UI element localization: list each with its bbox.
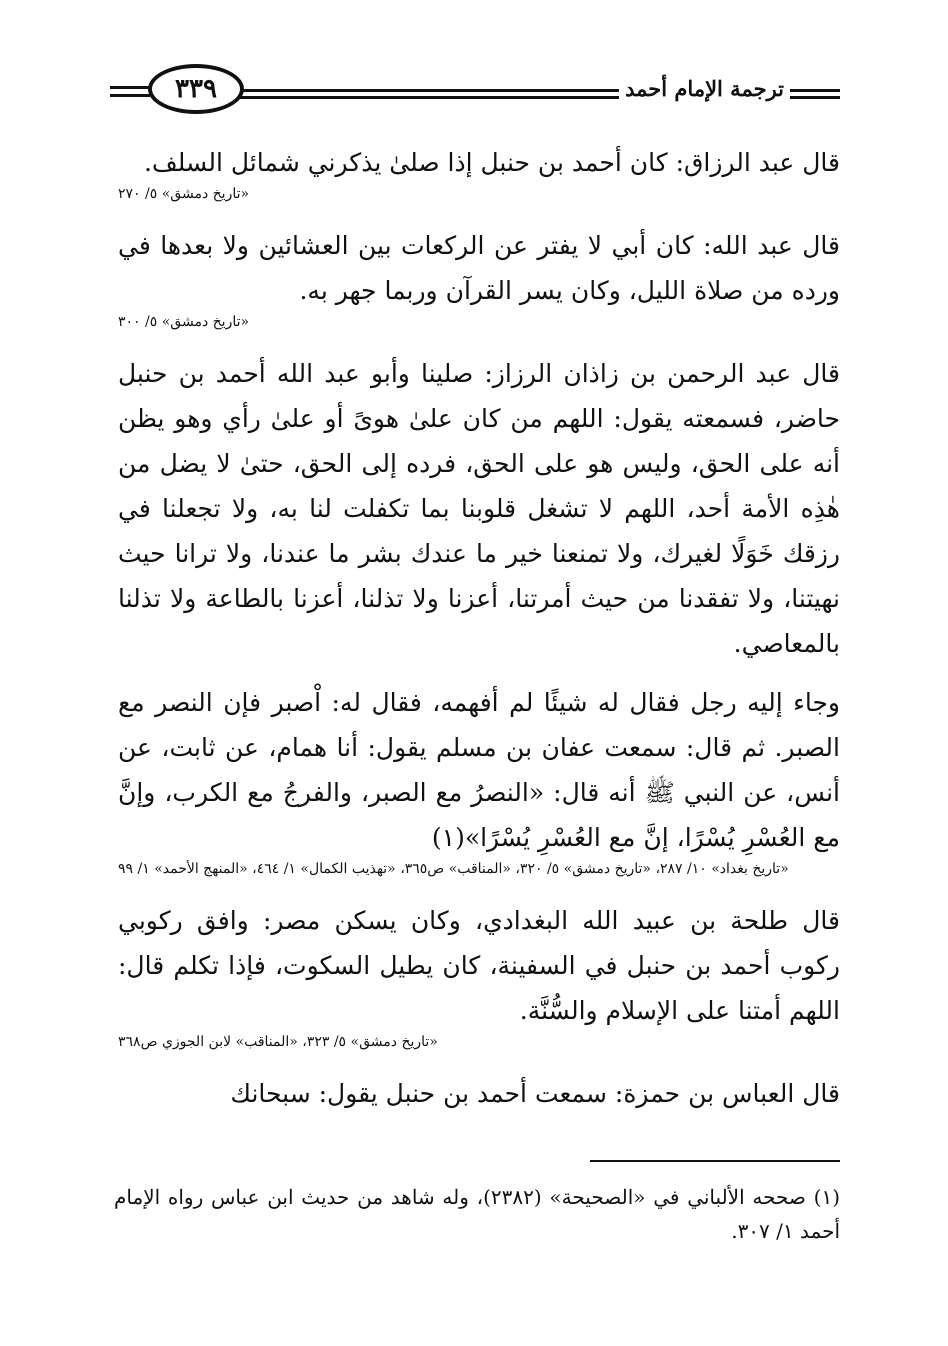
footnote-rule [590,1160,840,1162]
paragraph: قال العباس بن حمزة: سمعت أحمد بن حنبل يقول: سبحانك [230,1079,840,1108]
page-body [118,140,840,1116]
paragraph: قال عبد الله: كان أبي لا يفتر عن الركعات بين العشائين ولا بعدها في ورده من صلاة الليل، وكان يسر القرآن وربما جهر به. [118,231,840,305]
header-rule-left-lower [110,94,150,97]
running-title: ترجمة الإمام أحمد [619,76,790,101]
paragraph: قال طلحة بن عبيد الله البغدادي، وكان يسكن مصر: وافق ركوبي ركوب أحمد بن حنبل في السفينة، كان يطيل السكوت، فإذا تكلم قال: اللهم أمتنا على الإسلام والسُّنَّة. [118,906,840,1025]
header-rule-left [110,86,150,89]
paragraph: قال عبد الرزاق: كان أحمد بن حنبل إذا صلىٰ يذكرني شمائل السلف. [143,148,840,177]
footnote: (١) صححه الألباني في «الصحيحة» (٢٣٨٢)، وله شاهد من حديث ابن عباس رواه الإمام أحمد ١/ ٣٠٧. [114,1185,840,1243]
source-citation: «تاريخ دمشق» ٥/ ٢٧٠ [118,186,250,202]
source-citation: «تاريخ دمشق» ٥/ ٣٢٣، «المناقب» لابن الجوزي ص٣٦٨ [118,1034,438,1050]
source-citation: «تاريخ دمشق» ٥/ ٣٠٠ [118,314,250,330]
source-citation: «تاريخ بغداد» ١٠/ ٢٨٧، «تاريخ دمشق» ٥/ ٣٢٠، «المناقب» ص٣٦٥، «تهذيب الكمال» ١/ ٤٦٤، «المنهج الأحمد» ١/ ٩٩ [118,861,789,877]
paragraph: قال عبد الرحمن بن زاذان الرزاز: صلينا وأبو عبد الله أحمد بن حنبل حاضر، فسمعته يقول: اللهم من كان علىٰ هوىً أو علىٰ رأي وهو يظن أنه على الحق، وليس هو على الحق، فرده إلى الحق، حتىٰ لا يضل من هٰذِه الأمة أحد، اللهم لا تشغل قلوبنا بما تكفلت لنا به، ولا تجعلنا في رزقك خَوَلًا لغيرك، ولا تمنعنا خير ما عندك بشر ما عندنا، ولا ترانا حيث نهيتنا، ولا تفقدنا من حيث أمرتنا، أعزنا ولا تذلنا، أعزنا بالطاعة ولا تذلنا بالمعاصي. [118,359,840,658]
paragraph: وجاء إليه رجل فقال له شيئًا لم أفهمه، فقال له: اْصبر فإن النصر مع الصبر. ثم قال: سمعت عفان بن مسلم يقول: أنا همام، عن ثابت، عن أنس، عن النبي ﷺ أنه قال: «النصرُ مع الصبر، والفرجُ مع الكرب، وإنَّ مع العُسْرِ يُسْرًا، إنَّ مع العُسْرِ يُسْرًا»(١) [118,688,840,852]
page-number: ٣٣٩ [148,64,244,114]
page-header [110,62,840,122]
